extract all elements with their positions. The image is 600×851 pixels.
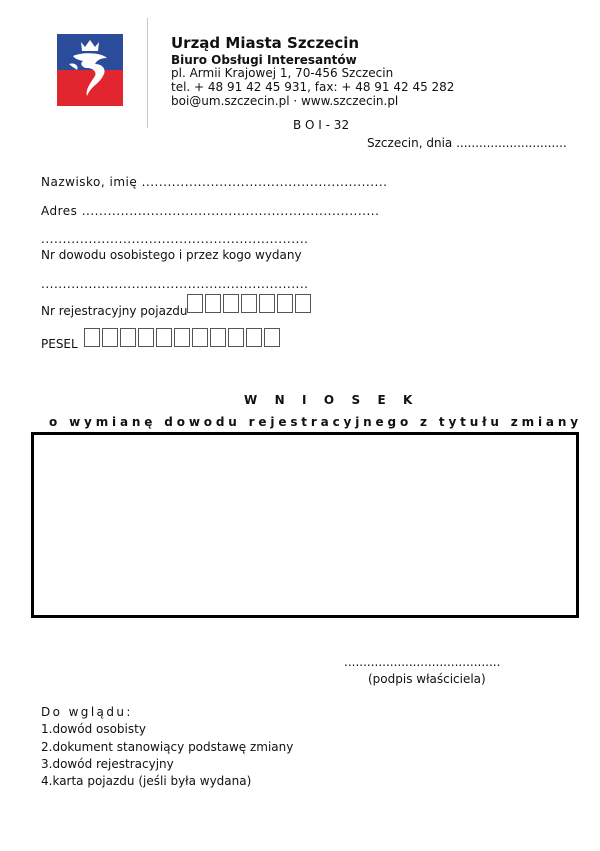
id-doc-label: Nr dowodu osobistego i przez kogo wydany xyxy=(41,248,302,262)
reg-number-char-box[interactable] xyxy=(223,294,239,313)
pesel-digit-box[interactable] xyxy=(102,328,118,347)
org-contact: boi@um.szczecin.pl · www.szczecin.pl xyxy=(171,94,399,108)
header-divider xyxy=(147,18,148,128)
szczecin-logo-icon xyxy=(57,34,123,106)
reg-number-char-box[interactable] xyxy=(241,294,257,313)
reg-number-char-box[interactable] xyxy=(277,294,293,313)
reg-number-label: Nr rejestracyjny pojazdu xyxy=(41,304,188,318)
pesel-digit-box[interactable] xyxy=(192,328,208,347)
dept-name: Biuro Obsługi Interesantów xyxy=(171,53,357,67)
pesel-label: PESEL xyxy=(41,337,78,351)
pesel-digit-box[interactable] xyxy=(228,328,244,347)
form-code: B O I - 32 xyxy=(293,118,350,132)
address-continuation-field[interactable]: .............................................................. xyxy=(41,232,309,246)
reg-number-char-box[interactable] xyxy=(205,294,221,313)
name-field[interactable]: Nazwisko, imię ......................................................... xyxy=(41,175,388,189)
inspection-item: 1.dowód osobisty xyxy=(41,722,146,736)
signature-label: (podpis właściciela) xyxy=(368,672,486,686)
pesel-digit-box[interactable] xyxy=(210,328,226,347)
pesel-digit-box[interactable] xyxy=(138,328,154,347)
org-name: Urząd Miasta Szczecin xyxy=(171,34,360,52)
place-date-field[interactable]: Szczecin, dnia ............................. xyxy=(367,136,567,150)
org-phone: tel. + 48 91 42 45 931, fax: + 48 91 42 45 282 xyxy=(171,80,455,94)
pesel-digit-box[interactable] xyxy=(264,328,280,347)
reg-number-char-box[interactable] xyxy=(187,294,203,313)
id-doc-field[interactable]: .............................................................. xyxy=(41,277,309,291)
pesel-digit-box[interactable] xyxy=(84,328,100,347)
pesel-digit-box[interactable] xyxy=(174,328,190,347)
reg-number-boxes[interactable] xyxy=(187,294,313,313)
signature-line[interactable]: ......................................... xyxy=(344,655,501,669)
inspection-item: 2.dokument stanowiący podstawę zmiany xyxy=(41,740,294,754)
pesel-digit-box[interactable] xyxy=(156,328,172,347)
reg-number-char-box[interactable] xyxy=(295,294,311,313)
reg-number-char-box[interactable] xyxy=(259,294,275,313)
pesel-digit-box[interactable] xyxy=(120,328,136,347)
pesel-digit-box[interactable] xyxy=(246,328,262,347)
pesel-boxes[interactable] xyxy=(84,328,282,347)
org-address: pl. Armii Krajowej 1, 70-456 Szczecin xyxy=(171,66,394,80)
address-field[interactable]: Adres ..................................................................... xyxy=(41,204,380,218)
form-title: W N I O S E K xyxy=(244,393,419,407)
inspection-item: 3.dowód rejestracyjny xyxy=(41,757,174,771)
reason-textbox[interactable] xyxy=(31,432,579,618)
form-subtitle: o wymianę dowodu rejestracyjnego z tytułu zmiany xyxy=(49,415,582,429)
inspection-item: 4.karta pojazdu (jeśli była wydana) xyxy=(41,774,252,788)
inspection-heading: Do wglądu: xyxy=(41,705,133,719)
